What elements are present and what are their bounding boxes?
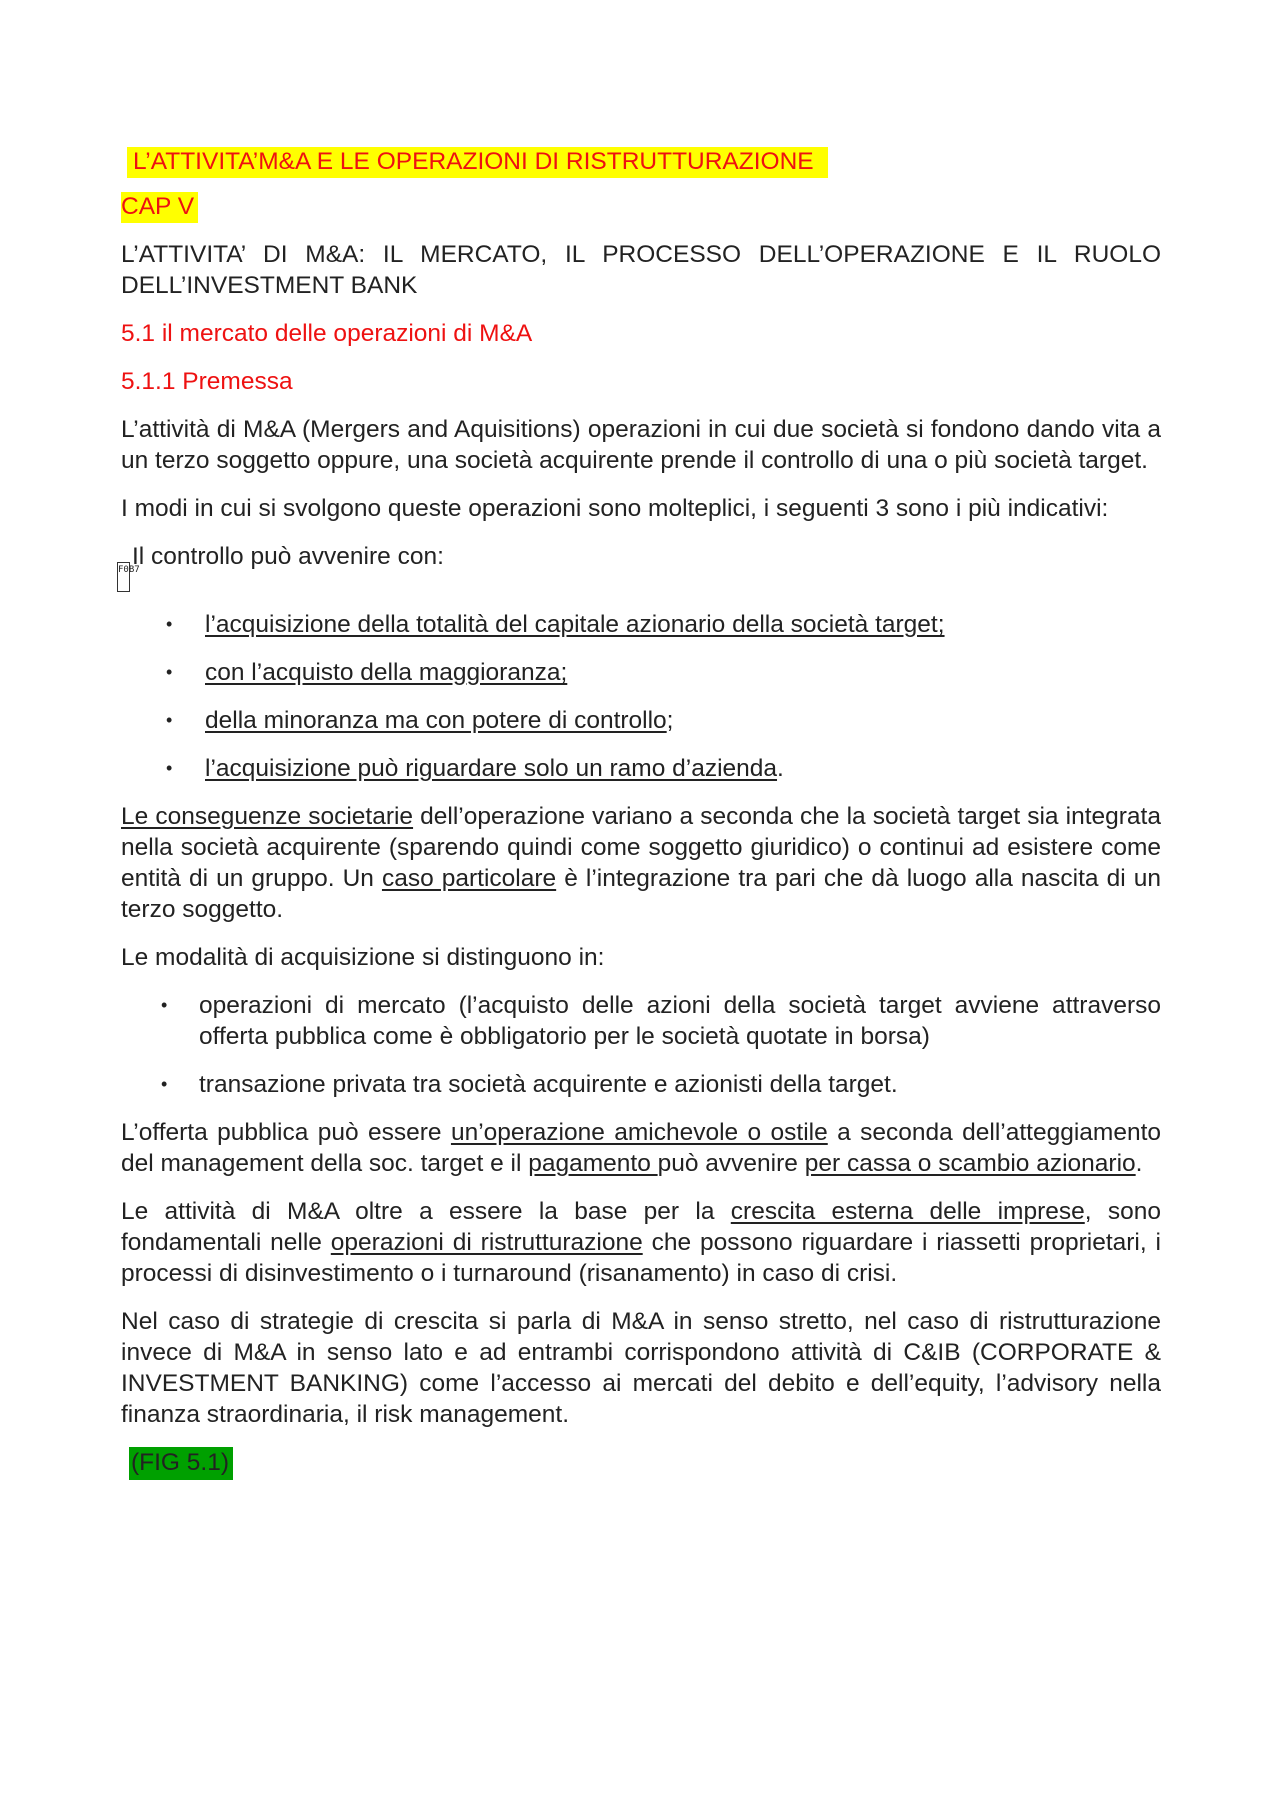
list-item-text: l’acquisizione della totalità del capitale azionario della società target; bbox=[205, 611, 945, 638]
list-item bbox=[121, 1069, 1161, 1100]
subsection-heading: 5.1.1 Premessa bbox=[121, 368, 293, 395]
figure-reference-text: (FIG 5.1) bbox=[129, 1447, 233, 1480]
paragraph-intro: L’attività di M&A (Mergers and Aquisitions) operazioni in cui due società si fondono dando vita a un terzo soggetto oppure, una società acquirente prende il controllo di una o più società target. bbox=[121, 416, 1161, 474]
chapter-heading: L’ATTIVITA’ DI M&A: IL MERCATO, IL PROCESSO DELL’OPERAZIONE E IL RUOLO DELL’INVESTMENT BANK bbox=[121, 241, 1161, 299]
list-item bbox=[121, 705, 1161, 736]
document-body bbox=[118, 146, 1161, 1495]
list-item-text: con l’acquisto della maggioranza; bbox=[205, 659, 568, 686]
paragraph-control bbox=[119, 541, 1161, 592]
list-item bbox=[121, 609, 1161, 640]
bullet-icon: • bbox=[166, 710, 173, 730]
paragraph-public-offer bbox=[121, 1117, 1161, 1179]
acquisition-modes-list bbox=[121, 990, 1161, 1100]
paragraph-text: è l’integrazione tra pari che dà luogo alla nascita di un terzo soggetto. bbox=[121, 865, 1161, 923]
document-title-text: L’ATTIVITA’M&A E LE OPERAZIONI DI RISTRUTTURAZIONE bbox=[127, 147, 828, 178]
paragraph-text: , sono fondamentali nelle bbox=[121, 1198, 1161, 1256]
bullet-icon: • bbox=[166, 662, 173, 682]
chapter-label bbox=[121, 191, 1161, 222]
paragraph-modes: I modi in cui si svolgono queste operazioni sono molteplici, i seguenti 3 sono i più indicativi: bbox=[121, 495, 1109, 522]
section-heading: 5.1 il mercato delle operazioni di M&A bbox=[121, 320, 533, 347]
underlined-text: un’operazione amichevole o ostile bbox=[450, 1119, 828, 1146]
list-item bbox=[121, 657, 1161, 688]
paragraph-growth bbox=[121, 1196, 1161, 1289]
underlined-text: caso particolare bbox=[381, 865, 557, 892]
paragraph-text: Le attività di M&A oltre a essere la base per la bbox=[121, 1198, 731, 1225]
paragraph-text: a seconda dell’atteggiamento del management della soc. target e il bbox=[121, 1119, 1161, 1177]
list-item bbox=[121, 990, 1161, 1052]
list-item-text: transazione privata tra società acquirente e azionisti della target. bbox=[199, 1071, 898, 1098]
bullet-icon: • bbox=[161, 995, 168, 1015]
chapter-label-text: CAP V bbox=[121, 192, 198, 223]
list-item-text: operazioni di mercato (l’acquisto delle azioni della società target avviene attraverso offerta pubblica come è obbligatorio per le società quotate in borsa) bbox=[199, 992, 1161, 1050]
list-item-suffix: ; bbox=[666, 707, 674, 734]
paragraph-strategies: Nel caso di strategie di crescita si parla di M&A in senso stretto, nel caso di ristrutturazione invece di M&A in senso lato e ad entrambi corrispondono attività di C&IB (CORPORATE & INVESTMENT BANKING) come l’accesso ai mercati del debito e dell’equity, l’advisory nella finanza straordinaria, il risk management. bbox=[121, 1308, 1161, 1428]
paragraph-text: che possono riguardare i riassetti proprietari, i processi di disinvestimento o i turnaround (risanamento) in caso di crisi. bbox=[121, 1229, 1161, 1287]
document-title bbox=[121, 146, 1161, 177]
paragraph-consequences bbox=[121, 801, 1161, 925]
list-item-text: della minoranza ma con potere di controllo bbox=[205, 707, 667, 734]
paragraph-control-text: Il controllo può avvenire con: bbox=[132, 543, 444, 570]
underlined-text: operazioni di ristrutturazione bbox=[330, 1229, 643, 1256]
underlined-text: Le conseguenze societarie bbox=[121, 803, 414, 830]
bullet-icon: • bbox=[166, 758, 173, 778]
control-list bbox=[121, 609, 1161, 784]
list-item bbox=[121, 753, 1161, 784]
bullet-icon: • bbox=[161, 1074, 168, 1094]
missing-glyph-icon: F0B7 bbox=[117, 562, 130, 592]
list-item-text: l’acquisizione può riguardare solo un ramo d’azienda bbox=[205, 755, 778, 782]
paragraph-acquisition-modes: Le modalità di acquisizione si distinguono in: bbox=[121, 944, 605, 971]
paragraph-text: può avvenire bbox=[657, 1150, 805, 1177]
underlined-text: pagamento bbox=[528, 1150, 658, 1177]
paragraph-text: dell’operazione variano a seconda che la società target sia integrata nella società acquirente (sparendo quindi come soggetto giuridico) o continui ad esistere come entità di un gruppo. Un bbox=[121, 803, 1161, 892]
underlined-text: crescita esterna delle imprese bbox=[730, 1198, 1085, 1225]
list-item-suffix: . bbox=[777, 755, 784, 782]
figure-reference bbox=[121, 1447, 1161, 1478]
underlined-text: per cassa o scambio azionario bbox=[804, 1150, 1136, 1177]
bullet-icon: • bbox=[166, 614, 173, 634]
paragraph-text: L’offerta pubblica può essere bbox=[121, 1119, 451, 1146]
paragraph-text: . bbox=[1135, 1150, 1143, 1177]
